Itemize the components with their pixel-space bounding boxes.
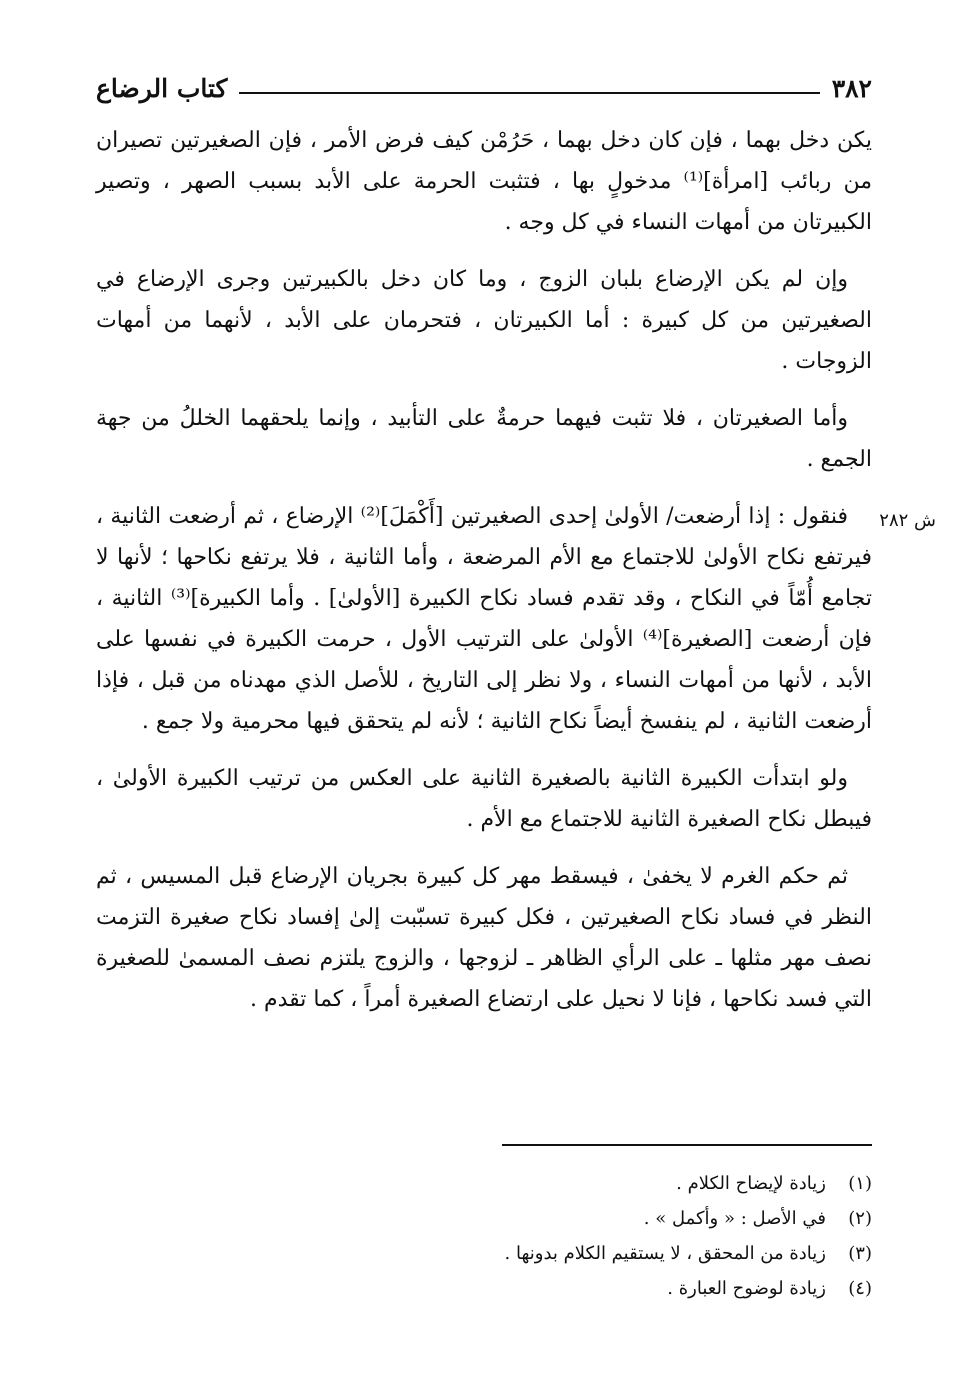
paragraph-with-margin-note (96, 496, 936, 742)
footnote (272, 1271, 872, 1306)
footnote (272, 1236, 872, 1271)
paragraph: وأما الصغيرتان ، فلا تثبت فيهما حرمةٌ على التأبيد ، وإنما يلحقهما الخللُ من جهة الجمع . (96, 406, 872, 472)
paragraph: ولو ابتدأت الكبيرة الثانية بالصغيرة الثانية على العكس من ترتيب الكبيرة الأولىٰ ، فيبطل نكاح الصغيرة الثانية للاجتماع مع الأم . (96, 766, 872, 832)
footnote (272, 1201, 872, 1236)
paragraph: وإن لم يكن الإرضاع بلبان الزوج ، وما كان دخل بالكبيرتين وجرى الإرضاع في الصغيرتين من كل كبيرة : أما الكبيرتان ، فتحرمان على الأبد ، لأنهما من أمهات الزوجات . (96, 267, 872, 374)
footnote (272, 1166, 872, 1201)
running-header (96, 66, 872, 110)
main-text (96, 120, 936, 1036)
footnote-number: (٢) (848, 1208, 872, 1229)
paragraph-text: فنقول : إذا أرضعت/ الأولىٰ إحدى الصغيرتين [أَكْمَلَ]⁽²⁾ الإرضاع ، ثم أرضعت الثانية ، فيرتفع نكاح الأولىٰ للاجتماع مع الأم المرضعة ، وأما الثانية ، فلا يرتفع نكاحها ؛ لأنها لا تجامع أُمّاً في النكاح ، وقد تقدم فساد نكاح الكبيرة [الأولىٰ] . وأما الكبيرة]⁽³⁾ الثانية ، فإن أرضعت [الصغيرة]⁽⁴⁾ الأولىٰ على الترتيب الأول ، حرمت الكبيرة في نفسها على الأبد ، لأنها من أمهات النساء ، ولا نظر إلى التاريخ ، للأصل الذي مهدناه من قبل ، فإذا أرضعت الثانية ، لم ينفسخ أيضاً نكاح الثانية ؛ لأنه لم يتحقق فيها محرمية ولا جمع . (96, 504, 872, 734)
footnotes (272, 1166, 872, 1306)
footnote-number: (٤) (848, 1278, 872, 1299)
footnote-text: زيادة لوضوح العبارة . (667, 1278, 826, 1299)
header-rule (239, 92, 819, 94)
book-title: كتاب الرضاع (96, 73, 228, 103)
footnote-text: زيادة لإيضاح الكلام . (676, 1173, 826, 1194)
paragraph: ثم حكم الغرم لا يخفىٰ ، فيسقط مهر كل كبيرة بجريان الإرضاع قبل المسيس ، ثم النظر في فساد نكاح الصغيرتين ، فكل كبيرة تسبّبت إلىٰ إفساد نكاح صغيرة التزمت نصف مهر مثلها ـ على الرأي الظاهر ـ لزوجها ، والزوج يلتزم نصف المسمىٰ للصغيرة التي فسد نكاحها ، فإنا لا نحيل على ارتضاع الصغيرة أمراً ، كما تقدم . (96, 864, 872, 1012)
margin-note: ش ٢٨٢ (879, 510, 936, 531)
footnote-text: زيادة من المحقق ، لا يستقيم الكلام بدونها . (504, 1243, 826, 1264)
page-number: ٣٨٢ (831, 73, 872, 103)
footnote-divider (502, 1144, 872, 1146)
footnote-number: (١) (848, 1173, 872, 1194)
footnote-number: (٣) (848, 1243, 872, 1264)
footnote-text: في الأصل : « وأكمل » . (643, 1208, 826, 1229)
paragraph: يكن دخل بهما ، فإن كان دخل بهما ، حَرُمْن كيف فرض الأمر ، فإن الصغيرتين تصيران من ربائب [امرأة]⁽¹⁾ مدخولٍ بها ، فتثبت الحرمة على الأبد بسبب الصهر ، وتصير الكبيرتان من أمهات النساء في كل وجه . (96, 128, 873, 235)
